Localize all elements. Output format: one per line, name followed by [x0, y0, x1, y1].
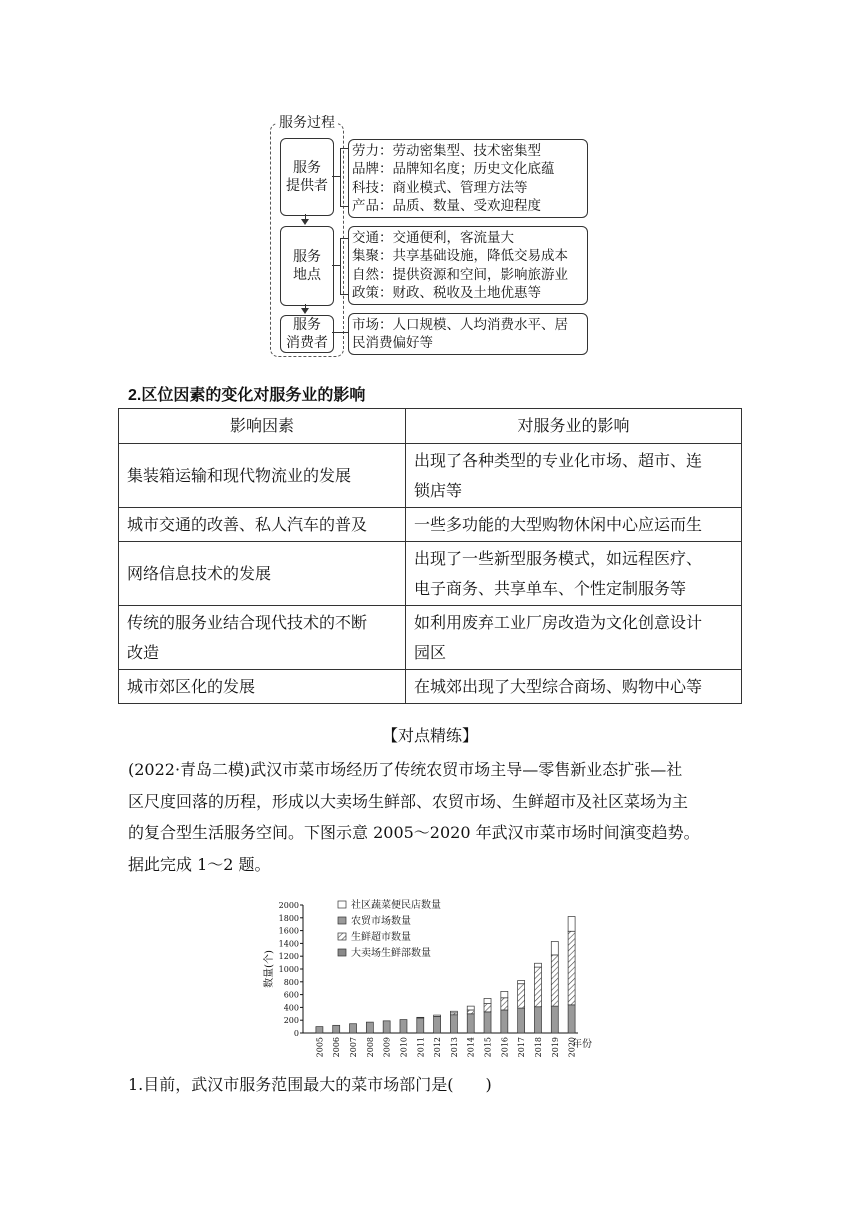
x-tick-label: 2007: [349, 1037, 359, 1058]
bar-segment: [534, 963, 541, 967]
paragraph-line: (2022·青岛二模)武汉市菜市场经历了传统农贸市场主导—零售新业态扩张—社: [128, 760, 683, 779]
legend-label: 农贸市场数量: [351, 916, 411, 927]
factor-line: 劳力：劳动密集型、技术密集型: [352, 143, 541, 159]
cell-line: 电子商务、共享单车、个性定制服务等: [414, 578, 687, 598]
bar-segment: [467, 1006, 474, 1010]
legend-swatch: [338, 949, 346, 956]
market-trend-chart: [258, 893, 608, 1063]
question-1: 1.目前，武汉市服务范围最大的菜市场部门是( ): [128, 1075, 492, 1094]
location-box: [280, 226, 334, 306]
cell-line: 传统的服务业结合现代技术的不断: [127, 612, 368, 632]
table-cell: 在城郊出现了大型综合商场、购物中心等: [406, 670, 742, 704]
cell-line: 如利用废弃工业厂房改造为文化创意设计: [414, 612, 703, 632]
paragraph-line: 据此完成 1～2 题。: [128, 854, 271, 874]
table-cell: 城市郊区化的发展: [119, 670, 406, 704]
y-tick-label: 800: [283, 977, 299, 987]
bar-segment: [501, 998, 508, 1010]
bar-segment: [417, 1018, 424, 1033]
y-tick-label: 0: [293, 1029, 299, 1038]
table-row: [119, 606, 742, 670]
bracket: [340, 148, 341, 206]
consumer-factors-box: [348, 313, 588, 355]
y-axis-label: 数量(个): [264, 950, 275, 988]
x-tick-label: 2018: [533, 1037, 543, 1058]
bar-segment: [551, 941, 558, 954]
bar-segment: [450, 1015, 457, 1033]
factors-table: [118, 408, 742, 704]
y-tick-label: 1400: [278, 939, 299, 949]
bar-segment: [501, 1010, 508, 1033]
provider-label-2: 提供者: [286, 178, 328, 194]
table-row: [119, 670, 742, 704]
cell-line: 园区: [414, 642, 447, 662]
factor-line: 政策：财政、税收及土地优惠等: [352, 285, 541, 302]
bar-segment: [568, 931, 575, 1005]
bar-segment: [534, 967, 541, 1007]
table-cell: [119, 606, 406, 670]
bar-segment: [333, 1025, 340, 1033]
x-tick-label: 2012: [433, 1037, 443, 1058]
table-cell: 网络信息技术的发展: [119, 542, 406, 606]
cell-line: 锁店等: [414, 480, 463, 500]
x-tick-label: 2005: [315, 1037, 325, 1058]
bar-segment: [417, 1017, 424, 1018]
connector: [332, 176, 340, 177]
y-tick-label: 1200: [278, 952, 299, 962]
cell-line: 出现了一些新型服务模式，如远程医疗、: [414, 548, 703, 568]
y-tick-label: 1600: [278, 926, 299, 936]
section-heading: 2.区位因素的变化对服务业的影响: [128, 387, 366, 404]
bar-segment: [551, 1006, 558, 1033]
consumer-label-2: 消费者: [286, 335, 328, 351]
factor-line: 产品：品质、数量、受欢迎程度: [352, 198, 541, 215]
bar-segment: [450, 1011, 457, 1013]
x-tick-label: 2019: [550, 1037, 560, 1058]
diagram-title: 服务过程: [276, 114, 338, 132]
factor-line: 民消费偏好等: [352, 335, 433, 352]
provider-label-1: 服务: [293, 160, 321, 176]
bar-segment: [484, 1004, 491, 1012]
x-tick-label: 2011: [416, 1037, 426, 1058]
bar-segment: [568, 917, 575, 932]
bar-segment: [518, 1008, 525, 1033]
table-cell: [406, 444, 742, 508]
bracket: [340, 238, 341, 294]
connector: [332, 265, 340, 266]
connector: [340, 238, 348, 239]
legend-swatch: [338, 917, 346, 924]
location-factors-box: [348, 226, 588, 305]
factor-line: 交通：交通便利，客流量大: [352, 230, 514, 246]
provider-box: [280, 138, 334, 216]
table-cell: [406, 606, 742, 670]
arrow-down-icon: [301, 308, 309, 314]
bar-segment: [434, 1015, 441, 1016]
table-cell: 集装箱运输和现代物流业的发展: [119, 444, 406, 508]
table-header: 对服务业的影响: [406, 409, 742, 444]
x-tick-label: 2020: [567, 1037, 577, 1058]
table-cell: [406, 542, 742, 606]
connector: [340, 206, 348, 207]
legend-label: 社区蔬菜便民店数量: [351, 900, 441, 911]
table-header-row: [119, 409, 742, 444]
bar-segment: [434, 1016, 441, 1033]
x-tick-label: 2016: [500, 1037, 510, 1058]
bar-segment: [383, 1021, 390, 1033]
bar-segment: [518, 984, 525, 1008]
connector: [340, 294, 348, 295]
factor-line: 市场：人口规模、人均消费水平、居: [352, 317, 568, 333]
y-tick-label: 1800: [278, 913, 299, 923]
bar-segment: [551, 955, 558, 1006]
legend-label: 生鲜超市数量: [351, 932, 411, 943]
table-row: [119, 508, 742, 542]
table-header: 影响因素: [119, 409, 406, 444]
bar-segment: [467, 1014, 474, 1033]
legend-swatch: [338, 933, 346, 940]
bar-segment: [568, 1005, 575, 1033]
x-tick-label: 2013: [449, 1037, 459, 1058]
x-axis-label: 年份: [572, 1039, 592, 1050]
location-label-2: 地点: [293, 267, 321, 283]
legend-label: 大卖场生鲜部数量: [351, 948, 431, 959]
table-cell: 一些多功能的大型购物休闲中心应运而生: [406, 508, 742, 542]
x-tick-label: 2010: [399, 1037, 409, 1058]
bar-segment: [534, 1007, 541, 1033]
factor-line: 自然：提供资源和空间，影响旅游业: [352, 266, 568, 283]
bar-segment: [316, 1027, 323, 1033]
table-row: [119, 444, 742, 508]
y-tick-label: 1000: [278, 965, 299, 974]
bar-segment: [484, 998, 491, 1003]
x-tick-label: 2015: [483, 1037, 493, 1058]
bar-segment: [400, 1020, 407, 1033]
paragraph-line: 的复合型生活服务空间。下图示意 2005～2020 年武汉市菜市场时间演变趋势。: [128, 823, 700, 842]
x-tick-label: 2008: [365, 1037, 375, 1058]
cell-line: 改造: [127, 642, 160, 662]
bar-segment: [484, 1012, 491, 1033]
bar-segment: [518, 981, 525, 984]
x-tick-label: 2017: [517, 1037, 527, 1058]
practice-paragraph: [128, 754, 736, 880]
y-tick-label: 600: [283, 990, 299, 1000]
connector: [332, 332, 348, 333]
x-tick-label: 2014: [466, 1037, 476, 1058]
factor-line: 品牌：品牌知名度；历史文化底蕴: [352, 161, 555, 178]
factor-line: 科技：商业模式、管理方法等: [352, 179, 528, 196]
table-row: [119, 542, 742, 606]
table-cell: 城市交通的改善、私人汽车的普及: [119, 508, 406, 542]
practice-title: 【对点精练】: [381, 726, 478, 745]
location-label-1: 服务: [293, 249, 321, 265]
paragraph-line: 区尺度回落的历程，形成以大卖场生鲜部、农贸市场、生鲜超市及社区菜场为主: [128, 791, 689, 811]
consumer-label-1: 服务: [293, 317, 321, 333]
y-tick-label: 200: [283, 1016, 299, 1026]
factor-line: 集聚：共享基础设施，降低交易成本: [352, 248, 568, 265]
y-tick-label: 400: [283, 1003, 299, 1013]
bar-segment: [366, 1022, 373, 1033]
consumer-box: [280, 315, 334, 353]
x-tick-label: 2006: [332, 1037, 342, 1058]
legend-swatch: [338, 901, 346, 908]
connector: [340, 148, 348, 149]
bar-segment: [501, 991, 508, 997]
y-tick-label: 2000: [278, 901, 299, 910]
x-tick-label: 2009: [382, 1037, 392, 1058]
bar-segment: [350, 1024, 357, 1033]
bar-segment: [467, 1010, 474, 1014]
cell-line: 出现了各种类型的专业化市场、超市、连: [414, 450, 703, 470]
provider-factors-box: [348, 139, 588, 218]
arrow-down-icon: [301, 219, 309, 225]
